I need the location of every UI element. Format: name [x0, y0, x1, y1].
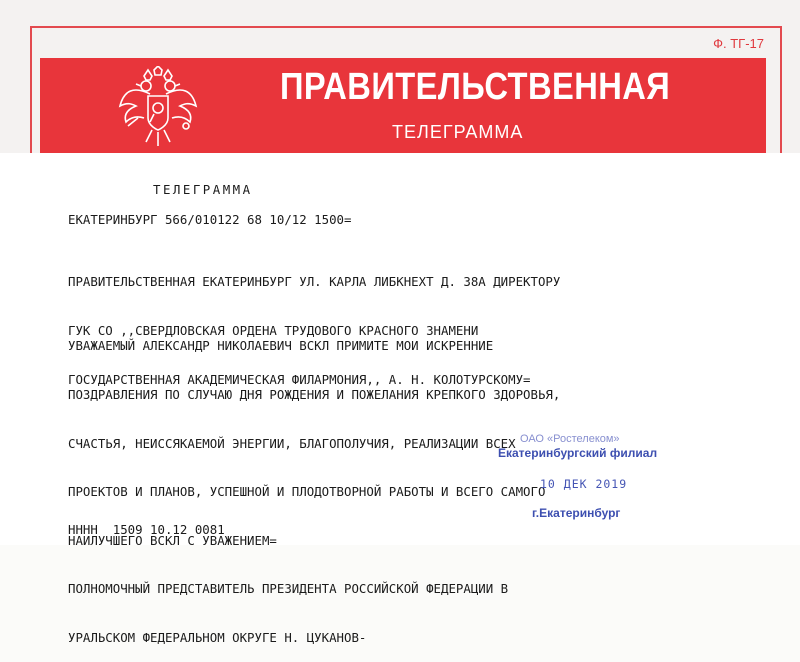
telegram-service-footer: НННН 1509 10.12 0081: [68, 522, 225, 537]
stamp-date: 10 ДЕК 2019: [540, 477, 628, 491]
stamp-organization: ОАО «Ростелеком»: [520, 433, 620, 445]
telegram-header: ТЕЛЕГРАММА: [153, 182, 253, 197]
form-code: Ф. ТГ-17: [713, 36, 764, 51]
message-line: ПОЗДРАВЛЕНИЯ ПО СЛУЧАЮ ДНЯ РОЖДЕНИЯ И ПОЖЕЛАНИЯ КРЕПКОГО ЗДОРОВЬЯ,: [68, 387, 561, 403]
address-line: ПРАВИТЕЛЬСТВЕННАЯ ЕКАТЕРИНБУРГ УЛ. КАРЛА ЛИБКНЕХТ Д. 38А ДИРЕКТОРУ: [68, 274, 561, 290]
message-line: НАИЛУЧШЕГО ВСКЛ С УВАЖЕНИЕМ=: [68, 532, 277, 548]
message-line: ПОЛНОМОЧНЫЙ ПРЕДСТАВИТЕЛЬ ПРЕЗИДЕНТА РОССИЙСКОЙ ФЕДЕРАЦИИ В: [68, 581, 509, 597]
banner-title: ПРАВИТЕЛЬСТВЕННАЯ: [280, 66, 671, 108]
stamp-city: г.Екатеринбург: [532, 506, 621, 520]
message-line: СЧАСТЬЯ, НЕИССЯКАЕМОЙ ЭНЕРГИИ, БЛАГОПОЛУЧИЯ, РЕАЛИЗАЦИИ ВСЕХ: [68, 435, 516, 451]
message-line: УВАЖАЕМЫЙ АЛЕКСАНДР НИКОЛАЕВИЧ ВСКЛ ПРИМИТЕ МОИ ИСКРЕННИЕ: [68, 338, 494, 354]
telegram-message: [68, 306, 560, 662]
government-telegram-banner: [40, 58, 766, 153]
message-line: УРАЛЬСКОМ ФЕДЕРАЛЬНОМ ОКРУГЕ Н. ЦУКАНОВ-: [68, 630, 367, 646]
address-line: ГОСУДАРСТВЕННАЯ АКАДЕМИЧЕСКАЯ ФИЛАРМОНИЯ,, А. Н. КОЛОТУРСКОМУ=: [68, 371, 531, 387]
banner-subtitle: ТЕЛЕГРАММА: [392, 122, 524, 142]
stamp-branch: Екатеринбургский филиал: [498, 446, 658, 460]
message-line: ПРОЕКТОВ И ПЛАНОВ, УСПЕШНОЙ И ПЛОДОТВОРНОЙ РАБОТЫ И ВСЕГО САМОГО: [68, 484, 546, 500]
russian-coat-of-arms-icon: [114, 66, 202, 148]
address-line: ГУК СО ,,СВЕРДЛОВСКАЯ ОРДЕНА ТРУДОВОГО КРАСНОГО ЗНАМЕНИ: [68, 323, 479, 339]
telegram-route-line: ЕКАТЕРИНБУРГ 566/010122 68 10/12 1500=: [68, 212, 352, 227]
